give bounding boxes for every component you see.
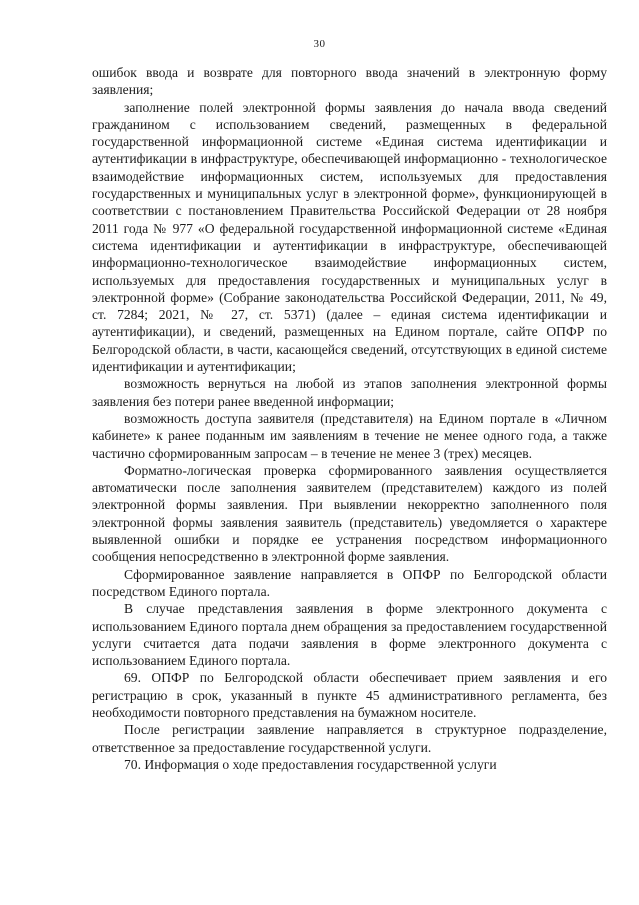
document-body [92, 64, 607, 773]
paragraph: 70. Информация о ходе предоставления государственной услуги [124, 756, 497, 772]
paragraph: В случае представления заявления в форме электронного документа с использованием Единого портала днем обращения за предоставлением государственной услуги считается дата подачи заявления в форме электронного документа с использованием Единого портала. [92, 601, 607, 669]
paragraph: возможность вернуться на любой из этапов заполнения электронной формы заявления без потери ранее введенной информации; [92, 376, 607, 409]
paragraph: Форматно-логическая проверка сформированного заявления осуществляется автоматически после заполнения заявителем (представителем) каждого из полей электронной формы заявления. При выявлении некорректно заполненного поля электронной формы заявления заявитель (представитель) уведомляется о характере выявленной ошибки и порядке ее устранения посредством информационного сообщения непосредственно в электронной форме заявления. [92, 462, 607, 565]
paragraph: 69. ОПФР по Белгородской области обеспечивает прием заявления и его регистрацию в срок, указанный в пункте 45 административного регламента, без необходимости повторного представления на бумажном носителе. [92, 670, 607, 720]
page-number: 30 [313, 38, 326, 50]
paragraph: После регистрации заявление направляется в структурное подразделение, ответственное за предоставление государственной услуги. [92, 722, 607, 755]
paragraph: заполнение полей электронной формы заявления до начала ввода сведений гражданином с использованием сведений, размещенных в федеральной государственной информационной системе «Единая система идентификации и аутентификации в инфраструктуре, обеспечивающей информационно - технологическое взаимодействие информационных систем, используемых для предоставления государственных и муниципальных услуг в электронной форме», функционирующей в соответствии с постановлением Правительства Российской Федерации от 28 ноября 2011 года № 977 «О федеральной государственной информационной системе «Единая система идентификации и аутентификации в инфраструктуре, обеспечивающей информационно-технологическое взаимодействие информационных систем, используемых для предоставления государственных и муниципальных услуг в электронной форме» (Собрание законодательства Российской Федерации, 2011, № 49, ст. 7284; 2021, № 27, ст. 5371) (далее – единая система идентификации и аутентификации), и сведений, размещенных на Едином портале, сайте ОПФР по Белгородской области, в части, касающейся сведений, отсутствующих в единой системе идентификации и аутентификации; [92, 99, 607, 375]
paragraph: ошибок ввода и возврате для повторного ввода значений в электронную форму заявления; [92, 65, 607, 98]
paragraph: Сформированное заявление направляется в ОПФР по Белгородской области посредством Единого портала. [92, 566, 607, 599]
paragraph: возможность доступа заявителя (представителя) на Едином портале в «Личном кабинете» к ранее поданным им заявлениям в течение не менее одного года, а также частично сформированным запросам – в течение не менее 3 (трех) месяцев. [92, 410, 607, 461]
